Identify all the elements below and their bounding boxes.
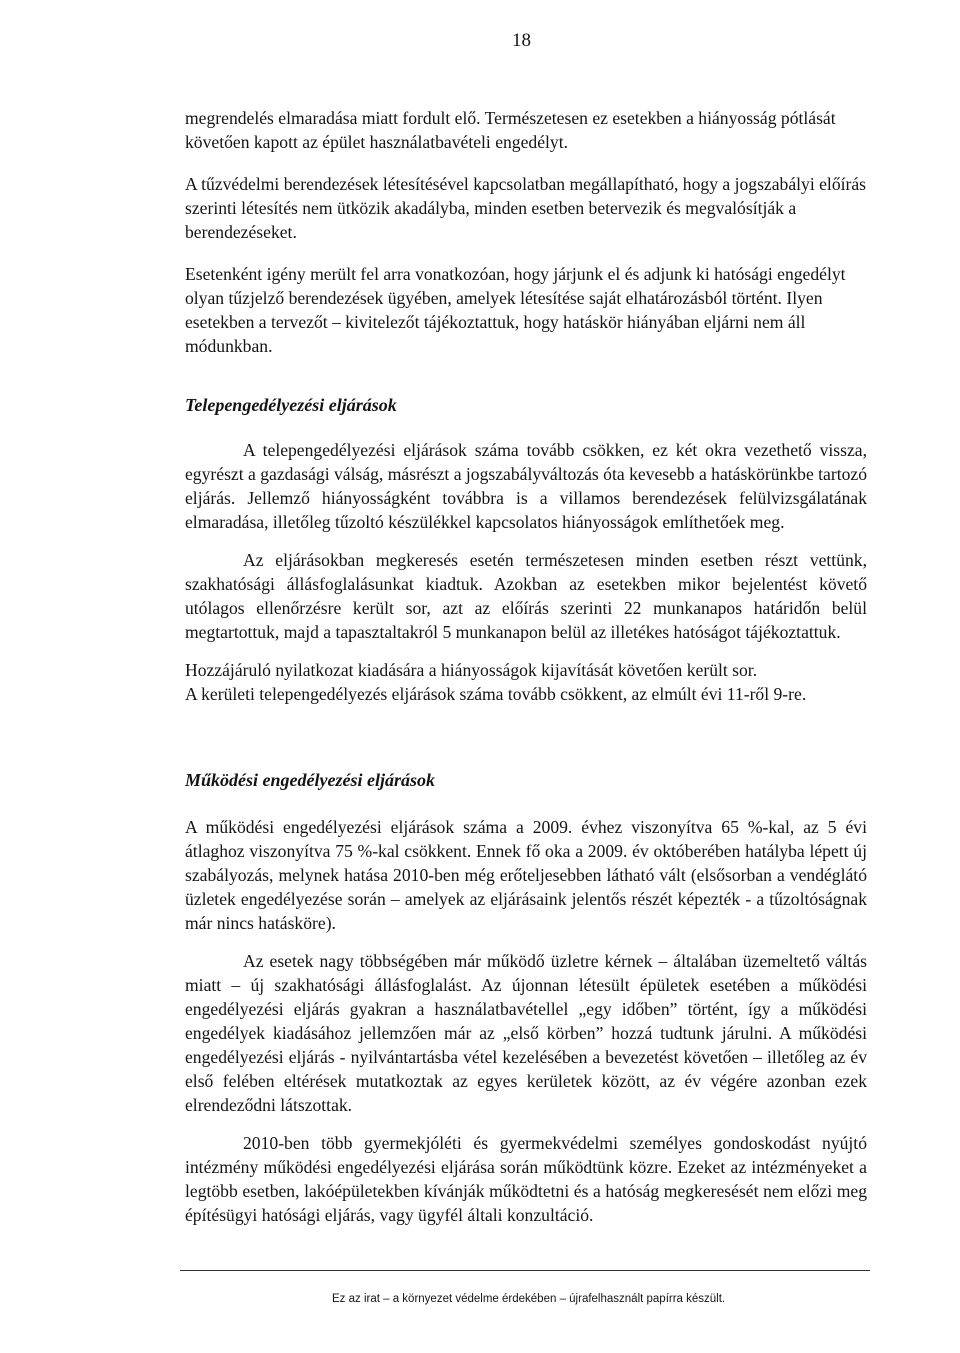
footer-divider: [180, 1270, 870, 1271]
paragraph-installation: [185, 172, 867, 244]
paragraph: A kerületi telepengedélyezés eljárások száma tovább csökkent, az elmúlt évi 11-ről 9-re.: [185, 684, 807, 704]
paragraph: Az eljárásokban megkeresés esetén természetesen minden esetben részt vettünk, szakhatósági állásfoglalásunkat kiadtuk. Azokban az esetekben mikor bejelentést követő utólagos ellenőrzésre került sor, azt az előírás szerinti 22 munkanapos határidőn belül megtartottuk, majd a tapasztaltakról 5 munkanapon belül az illetékes hatóságot tájékoztattuk.: [185, 550, 867, 642]
paragraph: A telepengedélyezési eljárások száma tovább csökken, ez két okra vezethető vissza, egyrészt a gazdasági válság, másrészt a jogszabályváltozás óta kevesebb a hatáskörünkbe tartozó eljárás. Jellemző hiányosságként továbbra is a villamos berendezések felülvizsgálatának elmaradása, illetőleg tűzoltó készülékkel kapcsolatos hiányosságok említhetőek meg.: [185, 440, 867, 532]
footer-note: Ez az irat – a környezet védelme érdekében – újrafelhasznált papírra készült.: [332, 1293, 726, 1305]
section-body-mukodesi: [185, 815, 867, 1241]
paragraph: megrendelés elmaradása miatt fordult elő. Természetesen ez esetekben a hiányosság pótlását követően kapott az épület használatbavételi engedélyt.: [185, 108, 836, 152]
page-number: 18: [512, 30, 531, 51]
paragraph: Esetenként igény merült fel arra vonatkozóan, hogy járjunk el és adjunk ki hatósági engedélyt olyan tűzjelző berendezések ügyében, amelyek létesítése saját elhatározásból történt. Ilyen esetekben a tervezőt – kivitelezőt tájékoztattuk, hogy hatáskör hiányában eljárni nem áll módunkban.: [185, 264, 846, 356]
paragraph: A tűzvédelmi berendezések létesítésével kapcsolatban megállapítható, hogy a jogszabályi előírás szerinti létesítés nem ütközik akadályba, minden esetben betervezik és megvalósítják a berendezéseket.: [185, 174, 867, 242]
section-body-telepengedelyezes: [185, 438, 867, 706]
paragraph: A működési engedélyezési eljárások száma a 2009. évhez viszonyítva 65 %-kal, az 5 évi átlaghoz viszonyítva 75 %-kal csökkent. Ennek fő oka a 2009. év októberében hatályba lépett új szabályozás, melynek hatása 2010-ben még erőteljesebben látható vált (elsősorban a vendéglátó üzletek engedélyezése során – amelyek az eljárásaink jelentős részét képezték - a tűzoltóságnak már nincs hatásköre).: [185, 817, 867, 933]
paragraph-intro: [185, 106, 867, 154]
section-heading-mukodesi: Működési engedélyezési eljárások: [185, 770, 435, 790]
paragraph: Az esetek nagy többségében már működő üzletre kérnek – általában üzemeltető váltás miatt – új szakhatósági állásfoglalást. Az újonnan létesült épületek esetében a működési engedélyezési eljárás gyakran a használatbavétellel „egy időben” történt, így a működési engedélyek kiadásához jellemzően már az „első körben” hozzá tudtunk járulni. A működési engedélyezési eljárás - nyilvántartásba vétel kezelésében a bevezetést követően – illetőleg az év első felében eltérések mutatkoztak az egyes kerületek között, az év végére azonban ezek elrendeződni látszottak.: [185, 951, 867, 1115]
paragraph: 2010-ben több gyermekjóléti és gyermekvédelmi személyes gondoskodást nyújtó intézmény működési engedélyezési eljárása során működtünk közre. Ezeket az intézményeket a legtöbb esetben, lakóépületekben kívánják működtetni és a hatóság megkeresését nem előzi meg építésügyi hatósági eljárás, vagy ügyfél általi konzultáció.: [185, 1133, 867, 1225]
section-heading-telepengedelyezes: Telepengedélyezési eljárások: [185, 395, 397, 415]
paragraph: Hozzájáruló nyilatkozat kiadására a hiányosságok kijavítását követően került sor.: [185, 660, 758, 680]
paragraph-fire-alarm: [185, 262, 867, 358]
